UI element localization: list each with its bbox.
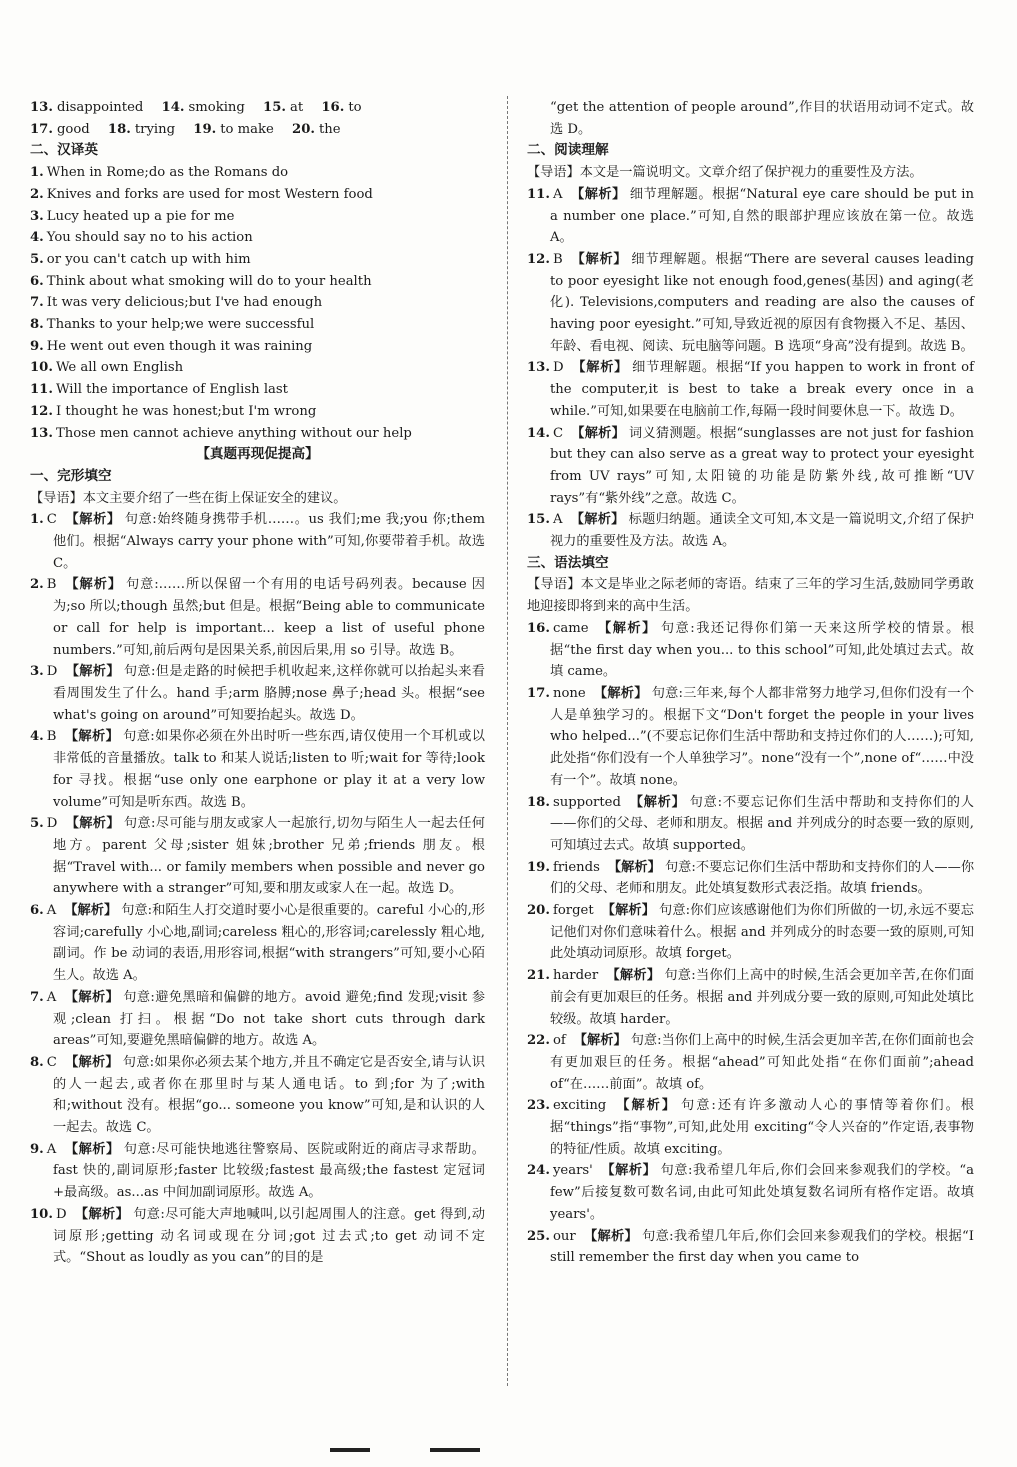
translation-item xyxy=(30,314,485,336)
explanation-item xyxy=(30,661,485,726)
analysis-tag: 【解析】 xyxy=(64,577,122,593)
answer-choice: of xyxy=(552,1033,566,1049)
explanation-item xyxy=(527,618,974,683)
answer-choice: D xyxy=(46,664,58,680)
answer-choice: exciting xyxy=(552,1098,607,1114)
analysis-tag: 【解析】 xyxy=(64,989,120,1005)
item-number: 10. xyxy=(30,1206,53,1222)
item-number: 19. xyxy=(193,121,217,137)
answer-choice: none xyxy=(552,685,586,701)
item-number: 19. xyxy=(527,859,550,875)
left-column xyxy=(30,97,485,1269)
answer-choice: B xyxy=(46,729,57,745)
analysis-tag: 【解析】 xyxy=(64,903,118,919)
explanation-text: 句意:尽可能快地逃往警察局、医院或附近的商店寻求帮助。fast 快的,副词原形;faster 比较级;fastest 最高级;the fastest 定冠词+最高级。as...as 中间加副词原形。故选 A。 xyxy=(53,1141,485,1201)
explanation-text: 标题归纳题。通读全文可知,本文是一篇说明文,介绍了保护视力的重要性及方法。故选 A。 xyxy=(550,512,974,550)
section-heading-translation: 二、汉译英 xyxy=(30,142,98,159)
translation-text: It was very delicious;but I've had enough xyxy=(46,295,323,311)
analysis-tag: 【解析】 xyxy=(65,816,120,832)
page-footer-mark xyxy=(330,1440,480,1460)
grammar-list xyxy=(527,618,974,1269)
item-number: 11. xyxy=(30,382,53,398)
explanation-item xyxy=(527,357,974,422)
translation-text: Lucy heated up a pie for me xyxy=(46,208,235,224)
explanation-item xyxy=(30,1139,485,1204)
translation-text: or you can't catch up with him xyxy=(46,251,251,267)
analysis-tag: 【解析】 xyxy=(571,425,626,441)
analysis-tag: 【解析】 xyxy=(606,968,661,984)
explanation-item xyxy=(30,900,485,987)
item-number: 12. xyxy=(30,403,53,419)
explanation-text: 句意:始终随身携带手机……。us 我们;me 我;you 你;them 他们。根据“Always carry your phone with”可知,你要带着手机。故选 C。 xyxy=(53,512,486,571)
answer-row-1 xyxy=(30,97,485,119)
answer-choice: forget xyxy=(552,903,594,919)
explanation-text: 句意:不要忘记你们生活中帮助和支持你们的人——你们的父母、老师和朋友。根据 and 并列成分的时态要一致的原则,可知填过去式。故填 supported。 xyxy=(550,794,974,853)
answer-text: to make xyxy=(220,121,274,137)
translation-item xyxy=(30,379,485,401)
translation-text: He went out even though it was raining xyxy=(46,338,313,354)
translation-list xyxy=(30,162,485,444)
explanation-text: 句意:三年来,每个人都非常努力地学习,但你们没有一个人是单独学习的。根据下文“Don't forget the people in your lives who helped...”(不要忘记你们生活中帮助和支持过你们的人……);可知,此处指“你们没有一个人单独学习”。none“没有一个”,none of“……中没有一个”。故填 none。 xyxy=(550,685,975,788)
item-number: 3. xyxy=(30,208,44,224)
analysis-tag: 【解析】 xyxy=(596,620,657,636)
answer-row-2 xyxy=(30,119,485,141)
explanation-item xyxy=(527,857,974,900)
answer-text: trying xyxy=(134,121,176,137)
item-number: 15. xyxy=(527,512,550,528)
explanation-item xyxy=(527,423,974,510)
answer-pair xyxy=(30,97,143,119)
answer-choice: our xyxy=(552,1228,576,1244)
explanation-text: 句意:当你们上高中的时候,生活会更加辛苦,在你们面前会有更加艰巨的任务。根据 and 并列成分要一致的原则,可知此处填比较级。故填 harder。 xyxy=(550,968,975,1027)
translation-text: Think about what smoking will do to your health xyxy=(46,273,372,289)
explanation-item xyxy=(527,1095,974,1160)
analysis-tag: 【解析】 xyxy=(74,1206,130,1222)
explanation-text: 句意:……所以保留一个有用的电话号码列表。because 因为;so 所以;though 虽然;but 但是。根据“Being able to communicate or call for help is important... keep a list of useful phone numbers.”可知,前后两句是因果关系,前因后果,用 so 引导。故选 B。 xyxy=(53,577,485,658)
item-number: 8. xyxy=(30,317,44,333)
explanation-item xyxy=(527,965,974,1030)
answer-choice: harder xyxy=(552,968,599,984)
explanation-text: 句意:尽可能与朋友或家人一起旅行,切勿与陌生人一起去任何地方。parent 父母;sister 姐妹;brother 兄弟;friends 朋友。根据“Travel with... or family members when possible and never go anywhere with a stranger”可知,要和朋友或家人在一起。故选 D。 xyxy=(53,816,485,897)
item-number: 9. xyxy=(30,338,44,354)
item-number: 4. xyxy=(30,230,44,246)
analysis-tag: 【解析】 xyxy=(571,360,629,376)
answer-pair xyxy=(30,119,90,141)
answer-text: to xyxy=(348,100,362,115)
section-heading-cloze: 一、完形填空 xyxy=(30,467,112,484)
item-number: 22. xyxy=(527,1033,550,1049)
explanation-text: 句意:我希望几年后,你们会回来参观我们的学校。“a few”后接复数可数名词,由此可知此处填复数名词所有格作定语。故填 years'。 xyxy=(550,1163,975,1222)
analysis-tag: 【解析】 xyxy=(65,664,120,680)
explanation-item xyxy=(527,1226,974,1269)
item-number: 7. xyxy=(30,989,44,1005)
answer-choice: supported xyxy=(552,794,621,810)
item-number: 6. xyxy=(30,903,44,919)
explanation-text: 词义猜测题。根据“sunglasses are not just for fashion but they can also serve as a great way to protect your eyesight from UV rays”可知,太阳镜的功能是防紫外线,故可推断“UV rays”有“紫外线”之意。故选 C。 xyxy=(550,425,975,506)
answer-choice: B xyxy=(46,577,57,593)
analysis-tag: 【解析】 xyxy=(64,1054,119,1070)
item-number: 21. xyxy=(527,968,550,984)
grammar-intro: 【导语】本文是毕业之际老师的寄语。结束了三年的学习生活,鼓励同学勇敢地迎接即将到来的高中生活。 xyxy=(527,577,974,615)
translation-text: Those men cannot achieve anything without our help xyxy=(55,425,412,441)
answer-choice: A xyxy=(46,903,57,919)
answer-choice: D xyxy=(55,1206,67,1222)
translation-text: You should say no to his action xyxy=(46,230,253,246)
item-number: 17. xyxy=(527,685,550,701)
answer-pair xyxy=(162,97,245,119)
explanation-item xyxy=(527,249,974,358)
analysis-tag: 【解析】 xyxy=(614,1098,678,1114)
explanation-item xyxy=(30,509,485,574)
explanation-item xyxy=(527,184,974,249)
translation-item xyxy=(30,206,485,228)
explanation-item xyxy=(527,1160,974,1225)
cloze-list xyxy=(30,509,485,1269)
item-number: 24. xyxy=(527,1163,550,1179)
item-number: 1. xyxy=(30,512,44,528)
item-number: 11. xyxy=(527,186,550,202)
footer-bar xyxy=(330,1448,370,1452)
translation-item xyxy=(30,357,485,379)
translation-item xyxy=(30,271,485,293)
explanation-text: 句意:尽可能大声地喊叫,以引起周围人的注意。get 得到,动词原形;getting 动名词或现在分词;got 过去式;to get 动词不定式。“Shout as loudly as you can”的目的是 xyxy=(53,1206,486,1266)
answer-choice: B xyxy=(552,251,563,267)
answer-pair xyxy=(263,97,303,119)
analysis-tag: 【解析】 xyxy=(600,1163,657,1179)
analysis-tag: 【解析】 xyxy=(570,251,628,267)
translation-item xyxy=(30,162,485,184)
banner-heading: 【真题再现促提高】 xyxy=(196,446,319,463)
item-number: 12. xyxy=(527,251,550,267)
answer-choice: A xyxy=(46,1141,57,1157)
item-number: 9. xyxy=(30,1141,44,1157)
analysis-tag: 【解析】 xyxy=(64,729,120,745)
analysis-tag: 【解析】 xyxy=(607,859,661,875)
explanation-item xyxy=(30,1204,485,1269)
reading-list xyxy=(527,184,974,553)
explanation-item xyxy=(30,574,485,661)
item-number: 18. xyxy=(107,121,131,137)
item-number: 14. xyxy=(527,425,550,441)
explanation-text: 句意:避免黑暗和偏僻的地方。avoid 避免;find 发现;visit 参观;clean 打扫。根据“Do not take short cuts through dark areas”可知,要避免黑暗偏僻的地方。故选 A。 xyxy=(53,989,486,1049)
item-number: 16. xyxy=(321,100,345,115)
explanation-item xyxy=(527,1030,974,1095)
answer-choice: D xyxy=(552,360,564,376)
item-number: 20. xyxy=(527,903,550,919)
explanation-item xyxy=(527,792,974,857)
item-number: 2. xyxy=(30,186,44,202)
section-heading-grammar: 三、语法填空 xyxy=(527,554,609,571)
explanation-item xyxy=(527,683,974,792)
item-number: 6. xyxy=(30,273,44,289)
explanation-text: 句意:我希望几年后,你们会回来参观我们的学校。根据“I still remember the first day when you came to xyxy=(550,1228,974,1266)
answer-pair xyxy=(193,119,274,141)
translation-item xyxy=(30,401,485,423)
answer-pair xyxy=(321,97,361,119)
answer-choice: A xyxy=(552,186,563,202)
item-number: 5. xyxy=(30,816,44,832)
explanation-text: 句意:还有许多激动人心的事情等着你们。根据“things”指“事物”,可知,此处用 exciting“令人兴奋的”作定语,表事物的特征/性质。故填 exciting。 xyxy=(550,1098,974,1157)
explanation-item xyxy=(30,813,485,900)
answer-choice: friends xyxy=(552,859,600,875)
translation-item xyxy=(30,292,485,314)
item-number: 16. xyxy=(527,620,550,636)
translation-item xyxy=(30,227,485,249)
item-number: 14. xyxy=(161,100,185,115)
item-number: 23. xyxy=(527,1098,550,1114)
analysis-tag: 【解析】 xyxy=(570,186,626,202)
translation-text: I thought he was honest;but I'm wrong xyxy=(55,403,317,419)
explanation-text: 细节理解题。根据“There are several causes leading to poor eyesight like not enough food,genes(基因) and aging(老化). Televisions,computers and reading are also the causes of having poor eyesight.”可知,导致近视的原因有食物摄入不足、基因、年龄、看电视、阅读、玩电脑等问题。B 选项“身高”没有提到。故选 B。 xyxy=(550,251,975,354)
answer-choice: came xyxy=(552,620,589,636)
explanation-text: 句意:你们应该感谢他们为你们所做的一切,永远不要忘记他们对你们意味着什么。根据 and 并列成分的时态要一致的原则,可知此处填动词原形。故填 forget。 xyxy=(550,903,974,962)
analysis-tag: 【解析】 xyxy=(593,685,648,701)
item-number: 13. xyxy=(30,100,53,115)
translation-item xyxy=(30,423,485,445)
item-number: 4. xyxy=(30,729,44,745)
answer-text: disappointed xyxy=(56,100,144,115)
item-number: 3. xyxy=(30,664,44,680)
item-number: 5. xyxy=(30,251,44,267)
analysis-tag: 【解析】 xyxy=(64,1141,120,1157)
reading-intro: 【导语】本文是一篇说明文。文章介绍了保护视力的重要性及方法。 xyxy=(527,165,923,181)
item-number: 8. xyxy=(30,1054,44,1070)
answer-text: smoking xyxy=(188,100,245,115)
answer-choice: years' xyxy=(552,1163,593,1179)
explanation-text: 句意:我还记得你们第一天来这所学校的情景。根据“the first day when you... to this school”可知,此处填过去式。故填 came。 xyxy=(550,620,975,680)
answer-text: at xyxy=(290,100,304,115)
item-number: 13. xyxy=(30,425,53,441)
explanation-text: 句意:如果你必须去某个地方,并且不确定它是否安全,请与认识的人一起去,或者你在那里时与某人通电话。to 到;for 为了;with 和;without 没有。根据“go... someone you know”可知,是和认识的人一起去。故选 C。 xyxy=(53,1054,486,1136)
analysis-tag: 【解析】 xyxy=(64,512,121,528)
explanation-text: 句意:和陌生人打交道时要小心是很重要的。careful 小心的,形容词;carefully 小心地,副词;careless 粗心的,形容词;carelessly 粗心地,副词。作 be 动词的表语,用形容词,根据“with strangers”可知,要小心陌生人。故选 A。 xyxy=(53,903,485,984)
translation-text: Will the importance of English last xyxy=(55,382,288,398)
explanation-item xyxy=(30,987,485,1052)
explanation-text: 句意:当你们上高中的时候,生活会更加辛苦,在你们面前也会有更加艰巨的任务。根据“ahead”可知此处指“在你们面前”;ahead of“在……前面”。故填 of。 xyxy=(550,1033,975,1092)
answer-pair xyxy=(108,119,175,141)
explanation-text: 细节理解题。根据“Natural eye care should be put in a number one place.”可知,自然的眼部护理应该放在第一位。故选 A。 xyxy=(550,186,975,246)
analysis-tag: 【解析】 xyxy=(570,512,625,528)
right-column xyxy=(527,97,974,1269)
answer-text: good xyxy=(56,121,90,137)
analysis-tag: 【解析】 xyxy=(573,1033,627,1049)
explanation-text: 句意:但是走路的时候把手机收起来,这样你就可以抬起头来看看周围发生了什么。hand 手;arm 胳膊;nose 鼻子;head 头。根据“see what's going on around”可知要抬起头。故选 D。 xyxy=(53,664,485,723)
answer-choice: D xyxy=(46,816,58,832)
item-number: 2. xyxy=(30,577,44,593)
explanation-text: 句意:不要忘记你们生活中帮助和支持你们的人——你们的父母、老师和朋友。此处填复数形式表泛指。故填 friends。 xyxy=(550,859,975,897)
answer-choice: A xyxy=(552,512,563,528)
answer-choice: C xyxy=(46,1054,57,1070)
translation-item xyxy=(30,184,485,206)
analysis-tag: 【解析】 xyxy=(601,903,656,919)
item-number: 10. xyxy=(30,360,53,376)
translation-text: When in Rome;do as the Romans do xyxy=(46,165,289,181)
translation-text: We all own English xyxy=(55,360,184,376)
analysis-tag: 【解析】 xyxy=(583,1228,639,1244)
translation-item xyxy=(30,249,485,271)
analysis-tag: 【解析】 xyxy=(628,794,686,810)
footer-bar xyxy=(430,1448,480,1452)
translation-item xyxy=(30,336,485,358)
item-number: 7. xyxy=(30,295,44,311)
answer-choice: C xyxy=(552,425,564,441)
explanation-item xyxy=(30,1052,485,1139)
item-number: 18. xyxy=(527,794,550,810)
continuation-text: “get the attention of people around”,作目的状语用动词不定式。故选 D。 xyxy=(550,100,974,137)
answer-text: the xyxy=(319,121,341,137)
item-number: 25. xyxy=(527,1228,550,1244)
explanation-item xyxy=(527,900,974,965)
item-number: 13. xyxy=(527,360,550,376)
translation-text: Knives and forks are used for most Western food xyxy=(46,186,373,202)
item-number: 20. xyxy=(292,121,315,137)
section-heading-reading: 二、阅读理解 xyxy=(527,142,609,159)
item-number: 17. xyxy=(30,121,53,137)
item-number: 15. xyxy=(263,100,286,115)
explanation-item xyxy=(30,726,485,813)
translation-text: Thanks to your help;we were successful xyxy=(46,317,315,333)
answer-pair xyxy=(292,119,341,141)
answer-choice: A xyxy=(46,989,57,1005)
explanation-text: 句意:如果你必须在外出时听一些东西,请仅使用一个耳机或以非常低的音量播放。talk to 和某人说话;listen to 听;wait for 等待;look for 寻找。根据“use only one earphone or play it at a very low volume”可知是听东西。故选 B。 xyxy=(53,729,485,810)
column-divider xyxy=(507,96,508,1386)
explanation-item xyxy=(527,509,974,552)
answer-choice: C xyxy=(46,512,57,528)
item-number: 1. xyxy=(30,165,44,181)
explanation-text: 细节理解题。根据“If you happen to work in front of the computer,it is best to take a break every once in a while.”可知,如果要在电脑前工作,每隔一段时间要休息一下。故选 D。 xyxy=(550,360,975,419)
cloze-intro: 【导语】本文主要介绍了一些在街上保证安全的建议。 xyxy=(30,490,347,506)
